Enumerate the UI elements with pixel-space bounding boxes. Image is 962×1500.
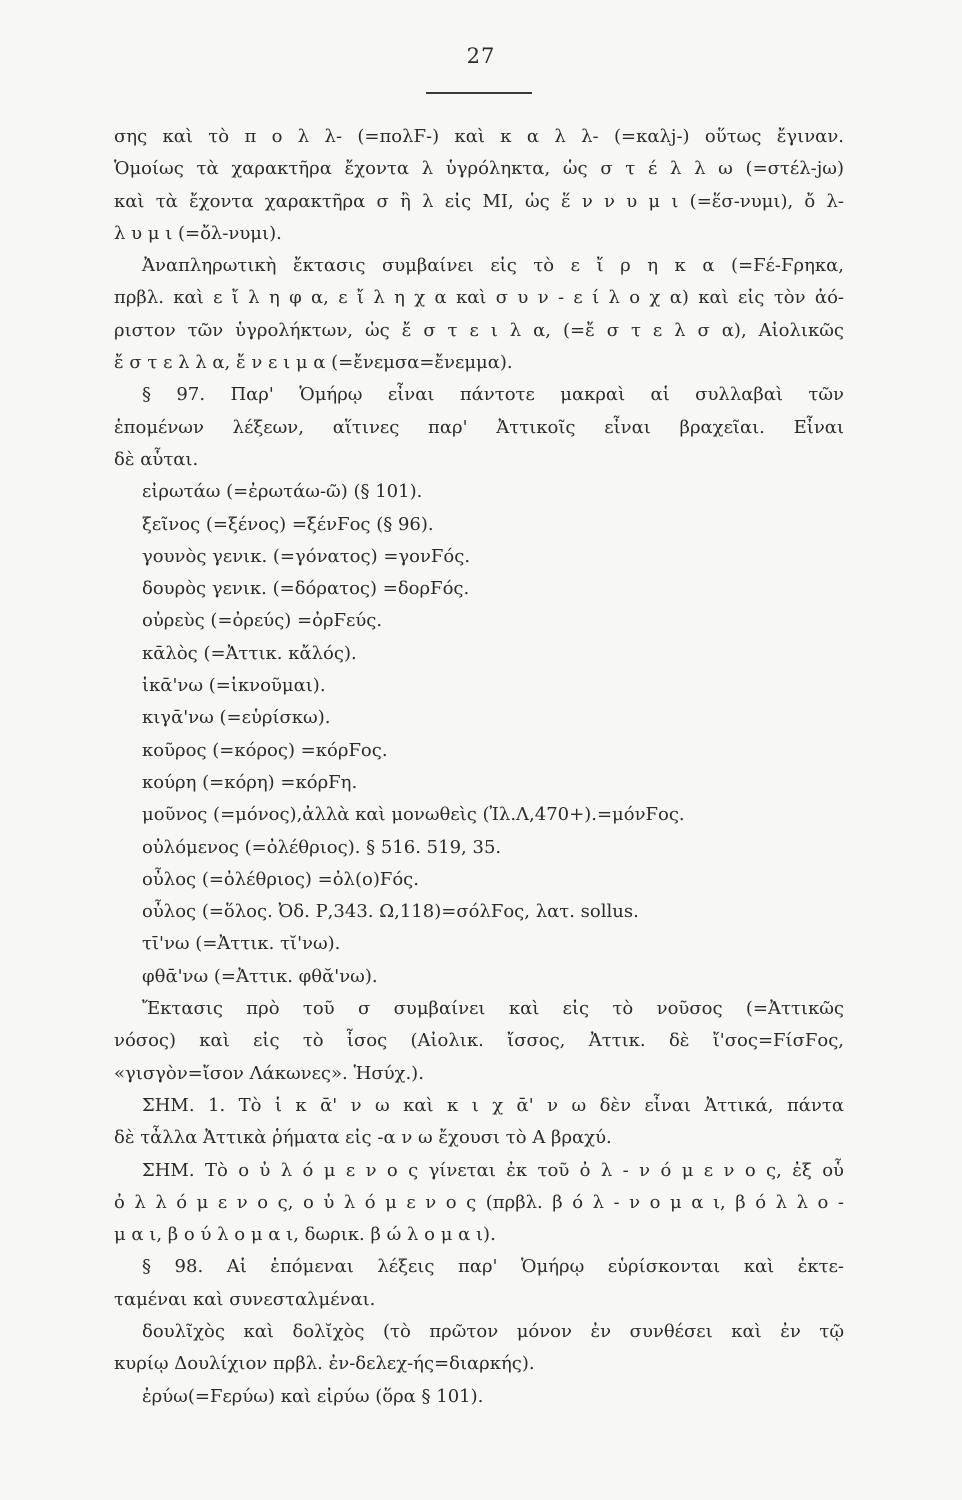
text-line: ξεῖνος (=ξένος) =ξένϜος (§ 96). bbox=[142, 513, 434, 535]
text-line: ἑπομένων λέξεων, αἵτινες παρ' Ἀττικοῖς εἶναι βραχεῖαι. Εἶναι bbox=[114, 416, 844, 438]
text-line: κοῦρος (=κόρος) =κόρϜος. bbox=[142, 739, 388, 761]
text-line: § 98. Αἱ ἑπόμεναι λέξεις παρ' Ὁμήρῳ εὑρίσκονται καὶ ἐκτε- bbox=[142, 1256, 844, 1278]
text-line: ὀ λ λ ό μ ε ν ο ς, ο ὐ λ ό μ ε ν ο ς (πρβλ. β ό λ - ν ο μ α ι, β ό λ λ ο - bbox=[114, 1191, 844, 1213]
text-line: δουλῖχὸς καὶ δολῐχὸς (τὸ πρῶτον μόνον ἐν συνθέσει καὶ ἐν τῷ bbox=[142, 1320, 844, 1342]
text-line: ΣΗΜ. Τὸ ο ὐ λ ό μ ε ν ο ς γίνεται ἐκ τοῦ ὀ λ - ν ό μ ε ν ο ς, ἐξ οὗ bbox=[142, 1159, 844, 1181]
text-line: φθᾱ'νω (=Ἀττικ. φθᾰ'νω). bbox=[142, 965, 378, 987]
text-line: δουρὸς γενικ. (=δόρατος) =δορϜός. bbox=[142, 578, 470, 600]
text-line: δὲ αὗται. bbox=[114, 448, 199, 470]
page-number-rule bbox=[426, 92, 532, 94]
body-text bbox=[114, 121, 844, 1413]
text-line: οὖλος (=ὅλος. Ὀδ. Ρ,343. Ω,118)=σόλϜος, λατ. sollus. bbox=[142, 901, 639, 923]
text-line: Ὁμοίως τὰ χαρακτῆρα ἔχοντα λ ὑγρόληκτα, ὡς σ τ έ λ λ ω (=στέλ-jω) bbox=[114, 158, 844, 180]
text-line: Ἔκτασις πρὸ τοῦ σ συμβαίνει καὶ εἰς τὸ νοῦσος (=Ἀττικῶς bbox=[142, 998, 844, 1020]
text-line: ἐρύω(=Ϝερύω) καὶ εἰρύω (ὅρα § 101). bbox=[142, 1385, 484, 1407]
text-line: κιγᾱ'νω (=εὑρίσκω). bbox=[142, 707, 331, 729]
text-line: λ υ μ ι (=ὄλ-νυμι). bbox=[114, 222, 282, 244]
text-line: κούρη (=κόρη) =κόρϜη. bbox=[142, 771, 358, 793]
text-line: «γισγὸν=ἴσον Λάκωνες». Ἡσύχ.). bbox=[114, 1062, 424, 1084]
text-line: μ α ι, β ο ύ λ ο μ α ι, δωρικ. β ώ λ ο μ α ι). bbox=[114, 1224, 496, 1246]
text-line: ἔ σ τ ε λ λ α, ἔ ν ε ι μ α (=ἔνεμσα=ἔνεμμα). bbox=[114, 352, 513, 374]
text-line: οὐλόμενος (=ὀλέθριος). § 516. 519, 35. bbox=[142, 836, 502, 858]
text-line: οὐρεὺς (=ὀρεύς) =ὀρϜεύς. bbox=[142, 610, 383, 632]
text-line: τῑ'νω (=Ἀττικ. τῐ'νω). bbox=[142, 933, 341, 955]
text-line: ΣΗΜ. 1. Τὸ ἱ κ ᾱ' ν ω καὶ κ ι χ ᾱ' ν ω δὲν εἶναι Ἀττικά, πάντα bbox=[142, 1094, 844, 1116]
text-line: κᾱλὸς (=Ἀττικ. κἄλός). bbox=[142, 642, 357, 664]
text-line: § 97. Παρ' Ὁμήρῳ εἶναι πάντοτε μακραὶ αἱ συλλαβαὶ τῶν bbox=[142, 384, 844, 406]
text-line: οὖλος (=ὀλέθριος) =ὀλ(ο)Ϝός. bbox=[142, 868, 419, 890]
text-line: δὲ τἆλλα Ἀττικὰ ῥήματα εἰς -α ν ω ἔχουσι τὸ Α βραχύ. bbox=[114, 1127, 612, 1149]
text-line: πρβλ. καὶ ε ἴ λ η φ α, ε ἴ λ η χ α καὶ σ υ ν - ε ί λ ο χ α) καὶ εἰς τὸν ἀό- bbox=[114, 287, 844, 309]
text-line: γουνὸς γενικ. (=γόνατος) =γονϜός. bbox=[142, 545, 471, 567]
text-line: εἰρωτάω (=ἐρωτάω-ῶ) (§ 101). bbox=[142, 481, 423, 503]
text-line: Ἀναπληρωτικὴ ἔκτασις συμβαίνει εἰς τὸ ε ἴ ρ η κ α (=Ϝέ-Ϝρηκα, bbox=[142, 255, 844, 277]
text-line: κυρίῳ Δουλίχιον πρβλ. ἐν-δελεχ-ής=διαρκής). bbox=[114, 1353, 535, 1375]
text-line: ἱκᾱ'νω (=ἱκνοῦμαι). bbox=[142, 675, 326, 697]
text-line: μοῦνος (=μόνος),ἀλλὰ καὶ μονωθεὶς (Ἰλ.Λ,470+).=μόνϜος. bbox=[142, 804, 685, 826]
text-line: καὶ τὰ ἔχοντα χαρακτῆρα σ ἢ λ εἰς ΜΙ, ὡς ἕ ν ν υ μ ι (=ἕσ-νυμι), ὄ λ- bbox=[114, 190, 844, 212]
text-line: ριστον τῶν ὑγρολήκτων, ὡς ἔ σ τ ε ι λ α, (=ἔ σ τ ε λ σ α), Αἰολικῶς bbox=[114, 319, 844, 341]
page-number: 27 bbox=[466, 44, 496, 68]
text-line: σης καὶ τὸ π ο λ λ- (=πολϜ-) καὶ κ α λ λ- (=καλj-) οὕτως ἔγιναν. bbox=[114, 126, 844, 147]
text-line: νόσος) καὶ εἰς τὸ ἶσος (Αἰολικ. ἴσσος, Ἀττικ. δὲ ἴ'σος=ϜίσϜος, bbox=[114, 1030, 844, 1052]
text-line: ταμέναι καὶ συνεσταλμέναι. bbox=[114, 1288, 376, 1310]
